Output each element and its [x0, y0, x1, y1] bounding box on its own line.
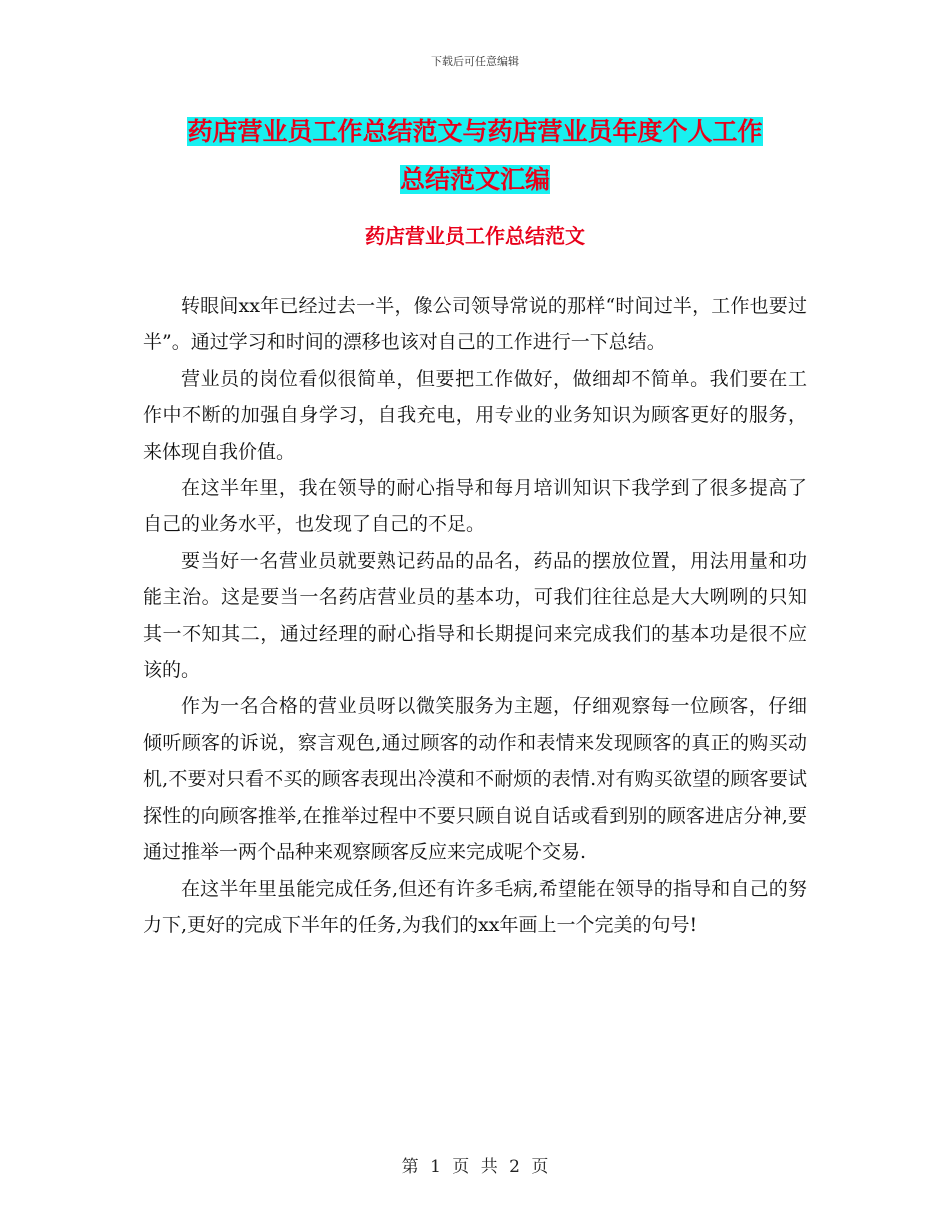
- paragraph: 要当好一名营业员就要熟记药品的品名，药品的摆放位置，用法用量和功能主治。这是要当一名药店营业员的基本功，可我们往往总是大大咧咧的只知其一不知其二，通过经理的耐心指导和长期提问来完成我们的基本功是很不应该的。: [143, 549, 807, 682]
- document-body: [143, 288, 807, 943]
- page-header-note: 下载后可任意编辑: [431, 55, 519, 68]
- page-number-footer: 第 1 页 共 2 页: [401, 1157, 549, 1177]
- paragraph: 在这半年里，我在领导的耐心指导和每月培训知识下我学到了很多提高了自己的业务水平，也发现了自己的不足。: [143, 477, 807, 536]
- paragraph: 营业员的岗位看似很简单，但要把工作做好，做细却不简单。我们要在工作中不断的加强自身学习，自我充电，用专业的业务知识为顾客更好的服务，来体现自我价值。: [143, 367, 807, 463]
- paragraph: 转眼间xx年已经过去一半，像公司领导常说的那样“时间过半，工作也要过半”。通过学习和时间的漂移也该对自己的工作进行一下总结。: [143, 295, 807, 354]
- document-title-line-2: 总结范文汇编: [399, 165, 550, 194]
- paragraph: 作为一名合格的营业员呀以微笑服务为主题，仔细观察每一位顾客，仔细倾听顾客的诉说，察言观色,通过顾客的动作和表情来发现顾客的真正的购买动机,不要对只看不买的顾客表现出冷漠和不耐烦的表情.对有购买欲望的顾客要试探性的向顾客推举,在推举过程中不要只顾自说自话或看到别的顾客进店分神,要通过推举一两个品种来观察顾客反应来完成呢个交易.: [143, 695, 807, 864]
- document-title-line-1: 药店营业员工作总结范文与药店营业员年度个人工作: [187, 117, 763, 146]
- document-title: [0, 108, 950, 204]
- section-title: 药店营业员工作总结范文: [365, 224, 585, 248]
- paragraph: 在这半年里虽能完成任务,但还有许多毛病,希望能在领导的指导和自己的努力下,更好的完成下半年的任务,为我们的xx年画上一个完美的句号!: [143, 877, 807, 936]
